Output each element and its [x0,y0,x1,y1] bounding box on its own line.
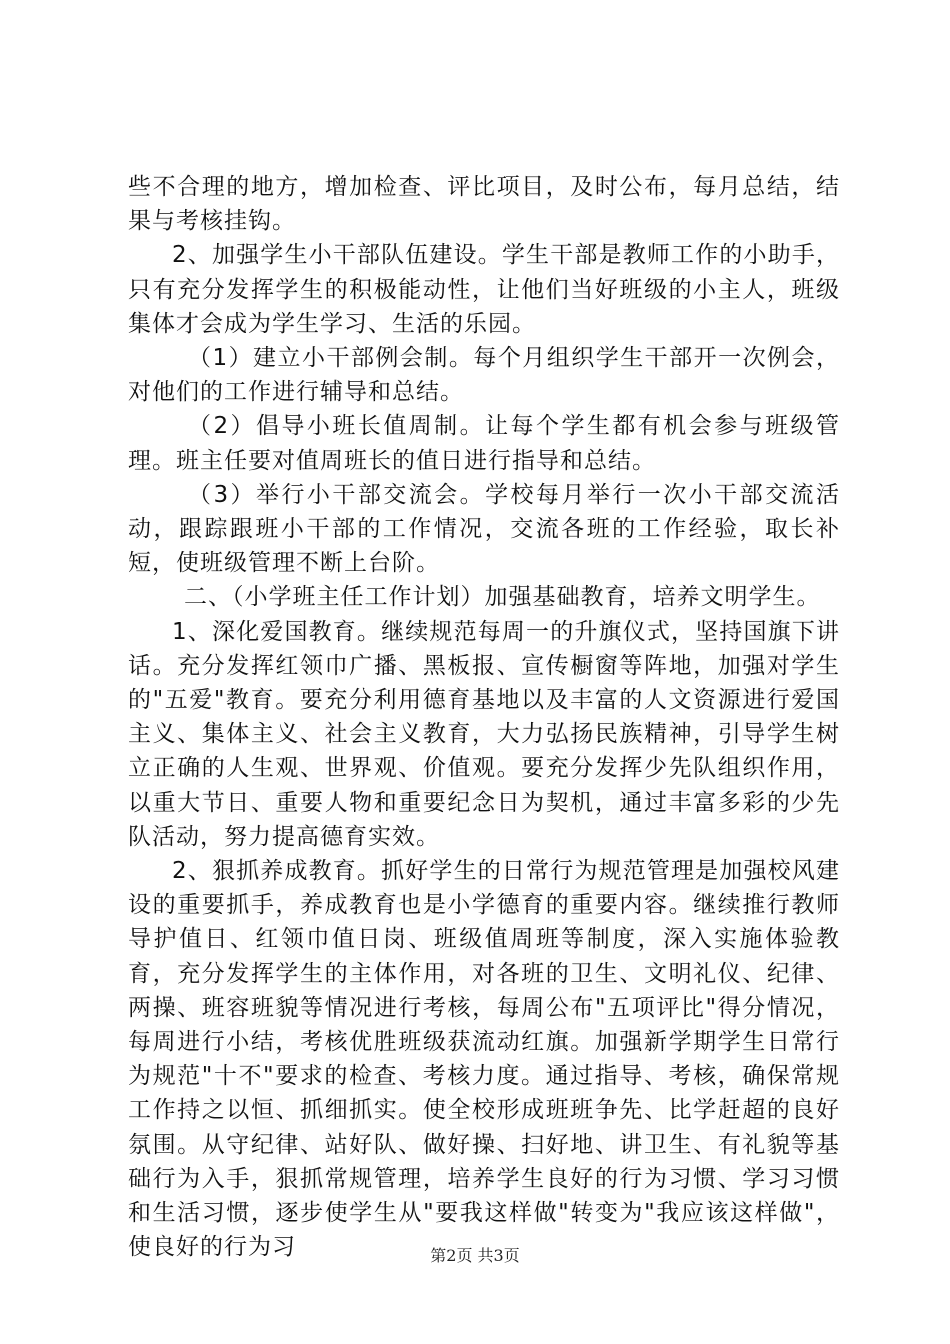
paragraph-student-cadre: 2、加强学生小干部队伍建设。学生干部是教师工作的小助手，只有充分发挥学生的积极能动性，让他们当好班级的小主人，班级集体才会成为学生学习、生活的乐园。 [128,242,840,337]
document-body [128,170,840,1265]
paragraph-continuation: 些不合理的地方，增加检查、评比项目，及时公布，每月总结，结果与考核挂钩。 [128,174,840,235]
paragraph-habit-education: 2、狠抓养成教育。抓好学生的日常行为规范管理是加强校风建设的重要抓手，养成教育也是小学德育的重要内容。继续推行教师导护值日、红领巾值日岗、班级值周班等制度，深入实施体验教育，充分发挥学生的主体作用，对各班的卫生、文明礼仪、纪律、两操、班容班貌等情况进行考核，每周公布"五项评比"得分情况，每周进行小结，考核优胜班级获流动红旗。加强新学期学生日常行为规范"十不"要求的检查、考核力度。通过指导、考核，确保常规工作持之以恒、抓细抓实。使全校形成班班争先、比学赶超的良好氛围。从守纪律、站好队、做好操、扫好地、讲卫生、有礼貌等基础行为入手，狠抓常规管理，培养学生良好的行为习惯、学习习惯和生活习惯，逐步使学生从"要我这样做"转变为"我应该这样做"，使良好的行为习 [128,858,840,1261]
paragraph-exchange-meeting: （3）举行小干部交流会。学校每月举行一次小干部交流活动，跟踪跟班小干部的工作情况，交流各班的工作经验，取长补短，使班级管理不断上台阶。 [128,481,840,577]
paragraph-monitor-system: （2）倡导小班长值周制。让每个学生都有机会参与班级管理。班主任要对值周班长的值日进行指导和总结。 [128,413,840,474]
section-heading-basic-education: 二、（小学班主任工作计划）加强基础教育，培养文明学生。 [184,584,821,611]
paragraph-patriotic-education: 1、深化爱国教育。继续规范每周一的升旗仪式，坚持国旗下讲话。充分发挥红领巾广播、黑板报、宣传橱窗等阵地，加强对学生的"五爱"教育。要充分利用德育基地以及丰富的人文资源进行爱国主义、集体主义、社会主义教育，大力弘扬民族精神，引导学生树立正确的人生观、世界观、价值观。要充分发挥少先队组织作用，以重大节日、重要人物和重要纪念日为契机，通过丰富多彩的少先队活动，努力提高德育实效。 [128,618,840,850]
page-number-footer: 第2页 共3页 [430,1246,520,1265]
paragraph-meeting-system: （1）建立小干部例会制。每个月组织学生干部开一次例会，对他们的工作进行辅导和总结。 [128,345,840,406]
